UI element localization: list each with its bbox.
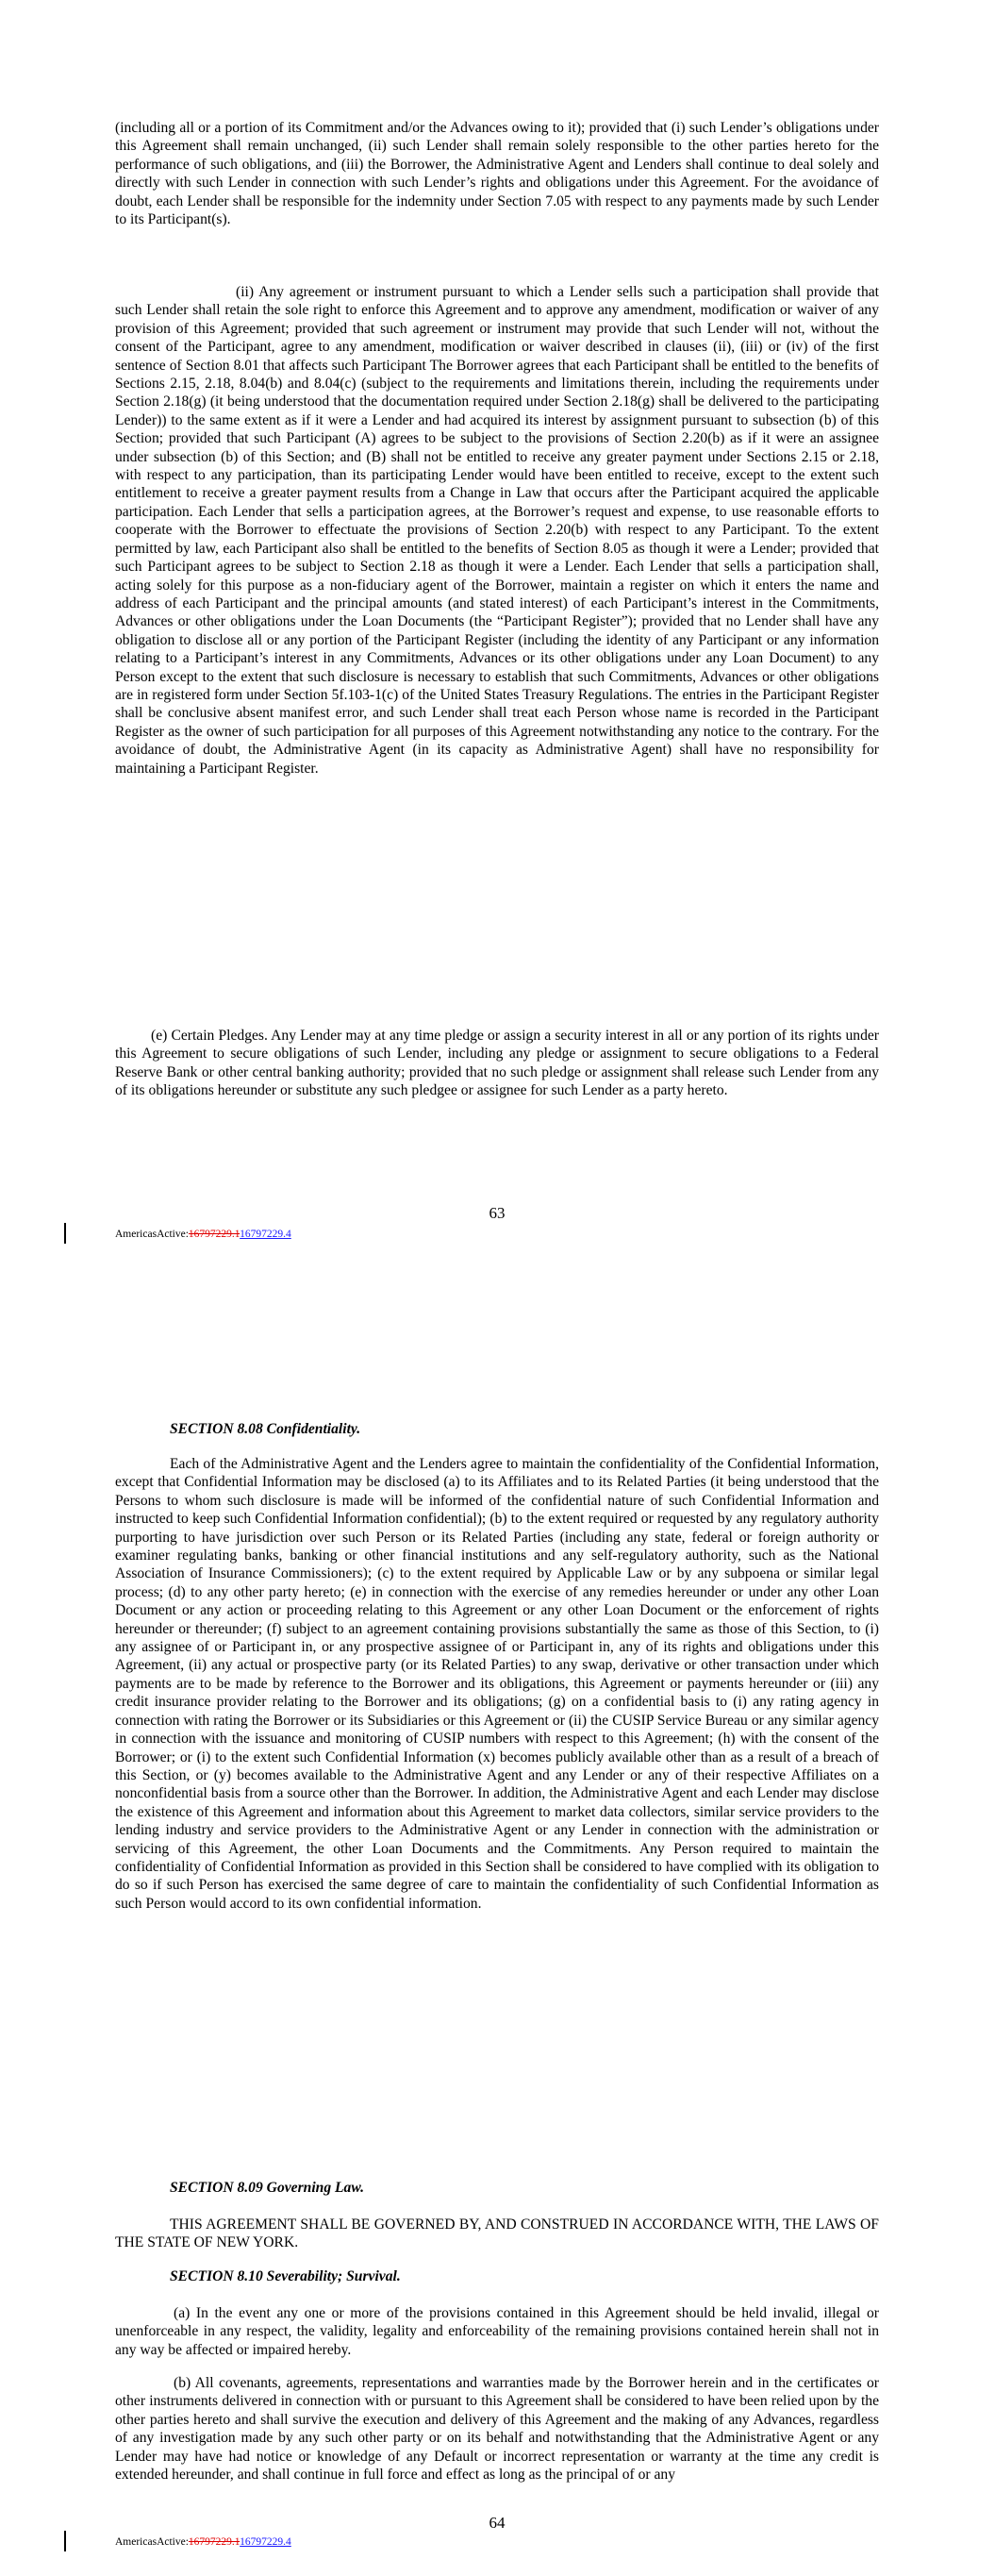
document-footer	[115, 2536, 291, 2548]
page-number: 64	[489, 2514, 506, 2532]
section-8-08-heading: SECTION 8.08 Confidentiality.	[170, 1421, 361, 1437]
change-bar	[64, 2531, 66, 2551]
paragraph-certain-pledges: (e) Certain Pledges. Any Lender may at any time pledge or assign a security interest in all or any portion of its rights under this Agreement to secure obligations of such Lender, including any pledge or assignment to secure obligations to a Federal Reserve Bank or other central banking authority; provided that no such pledge or assignment shall release such Lender from any of its obligations hereunder or substitute any such pledgee or assignee for such Lender as a party hereto.	[115, 1028, 879, 1099]
page-64	[0, 1302, 995, 2576]
paragraph-confidentiality: Each of the Administrative Agent and the Lenders agree to maintain the confidentiality of the Confidential Information, except that Confidential Information may be disclosed (a) to its Affiliates and to its Related Parties (it being understood that the Persons to whom such disclosure is made will be informed of the confidential nature of such Confidential Information and instructed to keep such Confidential Information confidential); (b) to the extent required or requested by any regulatory authority purporting to have jurisdiction over such Person or its Related Parties (including any state, federal or foreign authority or examiner regulating banks, banking or other financial institutions and any self-regulatory authority, such as the National Association of Insurance Commissioners); (c) to the extent required by Applicable Law or by any subpoena or similar legal process; (d) to any other party hereto; (e) in connection with the exercise of any remedies hereunder or under any other Loan Document or any action or proceeding relating to this Agreement or any other Loan Document or the enforcement of rights hereunder or thereunder; (f) subject to an agreement containing provisions substantially the same as those of this Section, to (i) any assignee of or Participant in, or any prospective assignee of or Participant in, any of its rights and obligations under this Agreement, (ii) any actual or prospective party (or its Related Parties) to any swap, derivative or other transaction under which payments are to be made by reference to the Borrower and its obligations, this Agreement or payments hereunder or (iii) any credit insurance provider relating to the Borrower and its obligations; (g) on a confidential basis to (i) any rating agency in connection with rating the Borrower or its Subsidiaries or this Agreement or (ii) the CUSIP Service Bureau or any similar agency in connection with the issuance and monitoring of CUSIP numbers with respect to this Agreement; (h) with the consent of the Borrower; or (i) to the extent such Confidential Information (x) becomes publicly available other than as a result of a breach of this Section, or (y) becomes available to the Administrative Agent and any Lender or any of their respective Affiliates on a nonconfidential basis from a source other than the Borrower. In addition, the Administrative Agent and each Lender may disclose the existence of this Agreement and information about this Agreement to market data collectors, similar service providers to the lending industry and service providers to the Administrative Agent or any Lender in connection with the administration or servicing of this Agreement, the other Loan Documents and the Commitments. Any Person required to maintain the confidentiality of Confidential Information as provided in this Section shall be considered to have complied with its obligation to do so if such Person has exercised the same degree of care to maintain the confidentiality of such Confidential Information as such Person would accord to its own confidential information.	[115, 1456, 879, 1912]
footer-prefix: AmericasActive:	[115, 2536, 189, 2548]
section-8-09-heading: SECTION 8.09 Governing Law.	[170, 2180, 365, 2196]
footer-inserted-id: 16797229.4	[240, 2536, 291, 2548]
paragraph-participation-continued: (including all or a portion of its Commitment and/or the Advances owing to it); provided that (i) such Lender’s obligations under this Agreement shall remain unchanged, (ii) such Lender shall remain solely responsible to the other parties hereto for the performance of such obligations, and (iii) the Borrower, the Administrative Agent and Lenders shall continue to deal solely and directly with such Lender in connection with such Lender’s rights and obligations under this Agreement. For the avoidance of doubt, each Lender shall be responsible for the indemnity under Section 7.05 with respect to any payments made by such Lender to its Participant(s).	[115, 120, 879, 228]
footer-inserted-id: 16797229.4	[240, 1229, 291, 1240]
footer-deleted-id: 16797229.1	[188, 2536, 240, 2548]
footer-deleted-id: 16797229.1	[188, 1229, 240, 1240]
paragraph-severability-b: (b) All covenants, agreements, representations and warranties made by the Borrower herein and in the certificates or other instruments delivered in connection with or pursuant to this Agreement shall be considered to have been relied upon by the other parties hereto and shall survive the execution and delivery of this Agreement and the making of any Advances, regardless of any investigation made by any such other party or on its behalf and notwithstanding that the Administrative Agent or any Lender may have had notice or knowledge of any Default or incorrect representation or warranty at the time any credit is extended hereunder, and shall continue in full force and effect as long as the principal of or any	[115, 2375, 879, 2484]
page-number: 63	[489, 1204, 506, 1222]
paragraph-participation-agreement: (ii) Any agreement or instrument pursuant to which a Lender sells such a participation shall provide that such Lender shall retain the sole right to enforce this Agreement and to approve any amendment, modification or waiver of any provision of this Agreement; provided that such agreement or instrument may provide that such Lender will not, without the consent of the Participant, agree to any amendment, modification or waiver described in clauses (ii), (iii) or (iv) of the first sentence of Section 8.01 that affects such Participant The Borrower agrees that each Participant shall be entitled to the benefits of Sections 2.15, 2.18, 8.04(b) and 8.04(c) (subject to the requirements and limitations therein, including the requirements under Section 2.18(g) (it being understood that the documentation required under Section 2.18(g) shall be delivered to the participating Lender)) to the same extent as if it were a Lender and had acquired its interest by assignment pursuant to subsection (b) of this Section; provided that such Participant (A) agrees to be subject to the provisions of Section 2.20(b) as if it were an assignee under subsection (b) of this Section; and (B) shall not be entitled to receive any greater payment under Sections 2.15 or 2.18, with respect to any participation, than its participating Lender would have been entitled to receive, except to the extent such entitlement to receive a greater payment results from a Change in Law that occurs after the Participant acquired the applicable participation. Each Lender that sells a participation agrees, at the Borrower’s request and expense, to use reasonable efforts to cooperate with the Borrower to effectuate the provisions of Section 2.20(b) with respect to any Participant. To the extent permitted by law, each Participant also shall be entitled to the benefits of Section 8.05 as though it were a Lender; provided that such Participant agrees to be subject to Section 2.18 as though it were a Lender. Each Lender that sells a participation shall, acting solely for this purpose as a non-fiduciary agent of the Borrower, maintain a register on which it enters the name and address of each Participant and the principal amounts (and stated interest) of each Participant’s interest in the Commitments, Advances or other obligations under the Loan Documents (the “Participant Register”); provided that no Lender shall have any obligation to disclose all or any portion of the Participant Register (including the identity of any Participant or any information relating to a Participant’s interest in any Commitments, Advances or its other obligations under any Loan Document) to any Person except to the extent that such disclosure is necessary to establish that such Commitments, Advances or other obligations are in registered form under Section 5f.103-1(c) of the United States Treasury Regulations. The entries in the Participant Register shall be conclusive absent manifest error, and such Lender shall treat each Person whose name is recorded in the Participant Register as the owner of such participation for all purposes of this Agreement notwithstanding any notice to the contrary. For the avoidance of doubt, the Administrative Agent (in its capacity as Administrative Agent) shall have no responsibility for maintaining a Participant Register.	[115, 284, 879, 777]
change-bar	[64, 1223, 66, 1244]
paragraph-severability-a: (a) In the event any one or more of the provisions contained in this Agreement should be held invalid, illegal or unenforceable in any respect, the validity, legality and enforceability of the remaining provisions contained herein shall not in any way be affected or impaired hereby.	[115, 2305, 879, 2358]
document-footer	[115, 1229, 291, 1240]
paragraph-governing-law: THIS AGREEMENT SHALL BE GOVERNED BY, AND CONSTRUED IN ACCORDANCE WITH, THE LAWS OF THE STATE OF NEW YORK.	[115, 2216, 879, 2251]
section-8-10-heading: SECTION 8.10 Severability; Survival.	[170, 2268, 401, 2284]
footer-prefix: AmericasActive:	[115, 1229, 189, 1240]
